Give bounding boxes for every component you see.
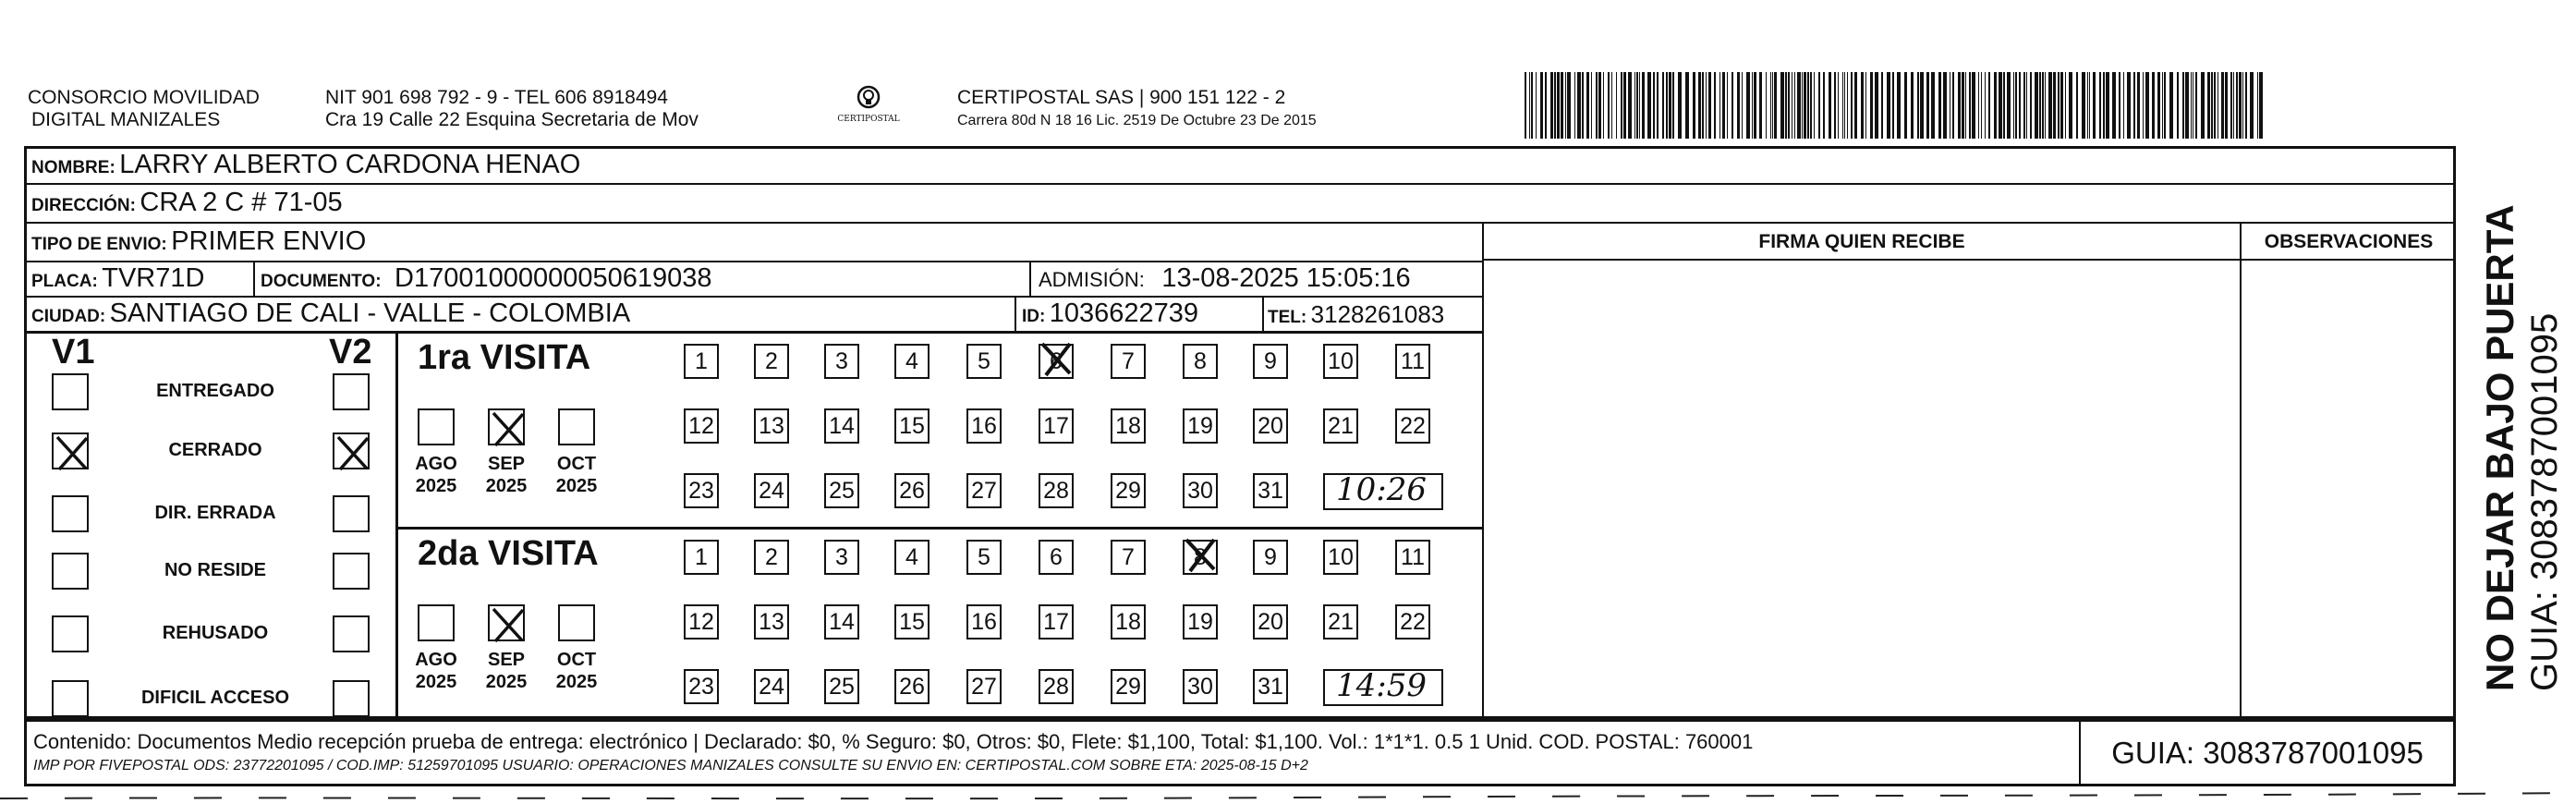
day-box[interactable]: 28 (1039, 473, 1074, 508)
day-box[interactable]: 8 (1183, 344, 1218, 379)
month-checkbox[interactable] (558, 408, 595, 445)
day-box[interactable]: 2 (754, 344, 789, 379)
month-checkbox[interactable] (488, 604, 525, 641)
admision-value: 13-08-2025 15:05:16 (1161, 263, 1411, 293)
day-box[interactable]: 6 (1039, 540, 1074, 575)
status-v1-checkbox[interactable] (52, 432, 89, 469)
day-box[interactable]: 23 (684, 473, 719, 508)
status-label: DIFICIL ACCESO (140, 688, 289, 708)
day-box[interactable]: 11 (1395, 344, 1430, 379)
month-label: SEP (487, 454, 526, 474)
day-box[interactable]: 10 (1323, 540, 1358, 575)
ciudad-label: CIUDAD: (31, 307, 106, 326)
certipostal-logo (835, 83, 902, 139)
visit-title: 2da VISITA (418, 534, 599, 573)
month-label: AGO (415, 454, 457, 474)
year-label: 2025 (555, 476, 598, 496)
direccion-row (31, 188, 343, 218)
company-name-line1: CONSORCIO MOVILIDAD (28, 87, 260, 108)
day-box[interactable]: 2 (754, 540, 789, 575)
day-box[interactable]: 11 (1395, 540, 1430, 575)
status-v1-checkbox[interactable] (52, 373, 89, 410)
day-box[interactable]: 27 (966, 669, 1002, 704)
direccion-value: CRA 2 C # 71-05 (140, 188, 343, 217)
status-label: ENTREGADO (156, 381, 274, 401)
day-box[interactable]: 13 (754, 408, 789, 444)
year-label: 2025 (485, 476, 528, 496)
status-v2-checkbox[interactable] (333, 615, 370, 652)
no-dejar-warning: NO DEJAR BAJO PUERTA (2478, 204, 2521, 691)
company-nit: NIT 901 698 792 - 9 - TEL 606 8918494 (325, 87, 668, 108)
tel-value: 3128261083 (1310, 300, 1445, 328)
day-box[interactable]: 18 (1111, 408, 1146, 444)
day-box[interactable]: 24 (754, 473, 789, 508)
day-box[interactable]: 22 (1395, 408, 1430, 444)
day-box[interactable]: 26 (894, 669, 930, 704)
day-box[interactable]: 4 (894, 344, 930, 379)
day-box[interactable]: 3 (824, 540, 859, 575)
day-box[interactable]: 30 (1183, 473, 1218, 508)
day-box[interactable]: 23 (684, 669, 719, 704)
visit-title: 1ra VISITA (418, 338, 591, 377)
day-box[interactable]: 20 (1253, 604, 1288, 640)
day-box[interactable]: 20 (1253, 408, 1288, 444)
day-box[interactable]: 16 (966, 408, 1002, 444)
status-label: DIR. ERRADA (154, 503, 276, 523)
placa-value: TVR71D (102, 263, 205, 293)
day-box[interactable]: 18 (1111, 604, 1146, 640)
day-box[interactable]: 8 (1183, 540, 1218, 575)
documento-label: DOCUMENTO: (261, 272, 382, 291)
id-row (1022, 298, 1198, 329)
status-v2-checkbox[interactable] (333, 373, 370, 410)
day-box[interactable]: 25 (824, 669, 859, 704)
day-box[interactable]: 29 (1111, 669, 1146, 704)
status-label: NO RESIDE (164, 560, 267, 580)
visit-time-box[interactable] (1323, 669, 1443, 706)
day-box[interactable]: 25 (824, 473, 859, 508)
day-box[interactable]: 4 (894, 540, 930, 575)
day-box[interactable]: 30 (1183, 669, 1218, 704)
admision-row (1039, 263, 1411, 294)
year-label: 2025 (555, 672, 598, 692)
day-box[interactable]: 12 (684, 604, 719, 640)
footer-guia: GUIA: 3083787001095 (2111, 736, 2424, 770)
status-v1-checkbox[interactable] (52, 553, 89, 590)
visit-time: 10:26 (1336, 471, 1427, 508)
tipo-envio-label: TIPO DE ENVIO: (31, 235, 167, 254)
day-box[interactable]: 13 (754, 604, 789, 640)
carrier-address: Carrera 80d N 18 16 Lic. 2519 De Octubre 23 De 2015 (957, 113, 1317, 128)
month-checkbox[interactable] (558, 604, 595, 641)
day-box[interactable]: 17 (1039, 604, 1074, 640)
status-v2-checkbox[interactable] (333, 553, 370, 590)
day-box[interactable]: 14 (824, 604, 859, 640)
status-v1-checkbox[interactable] (52, 680, 89, 717)
company-address: Cra 19 Calle 22 Esquina Secretaria de Mov (325, 109, 699, 130)
tear-edge (0, 791, 2576, 804)
day-box[interactable]: 29 (1111, 473, 1146, 508)
v1-header: V1 (52, 333, 95, 372)
visit-time-box[interactable] (1323, 473, 1443, 510)
day-box[interactable]: 7 (1111, 344, 1146, 379)
month-label: AGO (415, 650, 457, 670)
year-label: 2025 (415, 672, 457, 692)
tipo-envio-row (31, 226, 366, 257)
day-box[interactable]: 19 (1183, 408, 1218, 444)
month-checkbox[interactable] (418, 408, 455, 445)
nombre-row (31, 150, 580, 180)
day-box[interactable]: 5 (966, 540, 1002, 575)
day-box[interactable]: 6 (1039, 344, 1074, 379)
documento-row (261, 263, 712, 294)
year-label: 2025 (485, 672, 528, 692)
documento-value: D17001000000050619038 (395, 263, 712, 293)
day-box[interactable]: 19 (1183, 604, 1218, 640)
month-checkbox[interactable] (418, 604, 455, 641)
id-value: 1036622739 (1049, 298, 1199, 328)
tipo-envio-value: PRIMER ENVIO (171, 226, 367, 256)
day-box[interactable]: 3 (824, 344, 859, 379)
observaciones-header: OBSERVACIONES (2264, 231, 2434, 252)
status-v2-checkbox[interactable] (333, 680, 370, 717)
v2-header: V2 (329, 333, 372, 372)
day-box[interactable]: 24 (754, 669, 789, 704)
day-box[interactable]: 9 (1253, 540, 1288, 575)
day-box[interactable]: 28 (1039, 669, 1074, 704)
month-checkbox[interactable] (488, 408, 525, 445)
side-guia: GUIA: 3083787001095 (2524, 312, 2565, 691)
day-box[interactable]: 22 (1395, 604, 1430, 640)
admision-label: ADMISIÓN: (1039, 268, 1145, 291)
tel-row (1268, 300, 1444, 329)
day-box[interactable]: 21 (1323, 408, 1358, 444)
status-v1-checkbox[interactable] (52, 495, 89, 532)
placa-row (31, 263, 204, 294)
day-box[interactable]: 16 (966, 604, 1002, 640)
carrier-name: CERTIPOSTAL SAS | 900 151 122 - 2 (957, 87, 1286, 108)
visit-time: 14:59 (1336, 667, 1427, 704)
day-box[interactable]: 27 (966, 473, 1002, 508)
contenido-text: Contenido: Documentos Medio recepción prueba de entrega: electrónico | Declarado: $0, % Seguro: $0, Otros: $0, Flete: $1,100, Total: $1,100. Vol.: 1*1*1. 0.5 1 Unid. COD. POSTAL: 760001 (33, 730, 1754, 753)
status-v2-checkbox[interactable] (333, 432, 370, 469)
day-box[interactable]: 9 (1253, 344, 1288, 379)
day-box[interactable]: 1 (684, 540, 719, 575)
imp-text: IMP POR FIVEPOSTAL ODS: 23772201095 / COD.IMP: 51259701095 USUARIO: OPERACIONES MANIZALES CONSULTE SU ENVIO EN: CERTIPOSTAL.COM SOBRE ETA: 2025-08-15 D+2 (33, 758, 1308, 774)
status-v2-checkbox[interactable] (333, 495, 370, 532)
firma-header: FIRMA QUIEN RECIBE (1758, 231, 1965, 252)
ciudad-row (31, 298, 630, 329)
day-box[interactable]: 1 (684, 344, 719, 379)
day-box[interactable]: 15 (894, 604, 930, 640)
day-box[interactable]: 14 (824, 408, 859, 444)
company-name-line2: DIGITAL MANIZALES (31, 109, 221, 130)
day-box[interactable]: 12 (684, 408, 719, 444)
day-box[interactable]: 31 (1253, 669, 1288, 704)
day-box[interactable]: 15 (894, 408, 930, 444)
day-box[interactable]: 17 (1039, 408, 1074, 444)
nombre-label: NOMBRE: (31, 158, 115, 177)
month-label: OCT (556, 454, 597, 474)
month-label: SEP (487, 650, 526, 670)
direccion-label: DIRECCIÓN: (31, 196, 136, 215)
tel-label: TEL: (1268, 308, 1307, 327)
day-box[interactable]: 21 (1323, 604, 1358, 640)
year-label: 2025 (415, 476, 457, 496)
nombre-value: LARRY ALBERTO CARDONA HENAO (119, 150, 581, 179)
ciudad-value: SANTIAGO DE CALI - VALLE - COLOMBIA (109, 298, 631, 328)
placa-label: PLACA: (31, 272, 98, 291)
status-label: REHUSADO (162, 623, 269, 643)
logo-text: CERTIPOSTAL (837, 115, 900, 124)
day-box[interactable]: 7 (1111, 540, 1146, 575)
day-box[interactable]: 26 (894, 473, 930, 508)
day-box[interactable]: 5 (966, 344, 1002, 379)
barcode (1525, 72, 2269, 139)
day-box[interactable]: 31 (1253, 473, 1288, 508)
status-v1-checkbox[interactable] (52, 615, 89, 652)
day-box[interactable]: 10 (1323, 344, 1358, 379)
month-label: OCT (556, 650, 597, 670)
status-label: CERRADO (168, 440, 262, 460)
id-label: ID: (1022, 307, 1046, 326)
